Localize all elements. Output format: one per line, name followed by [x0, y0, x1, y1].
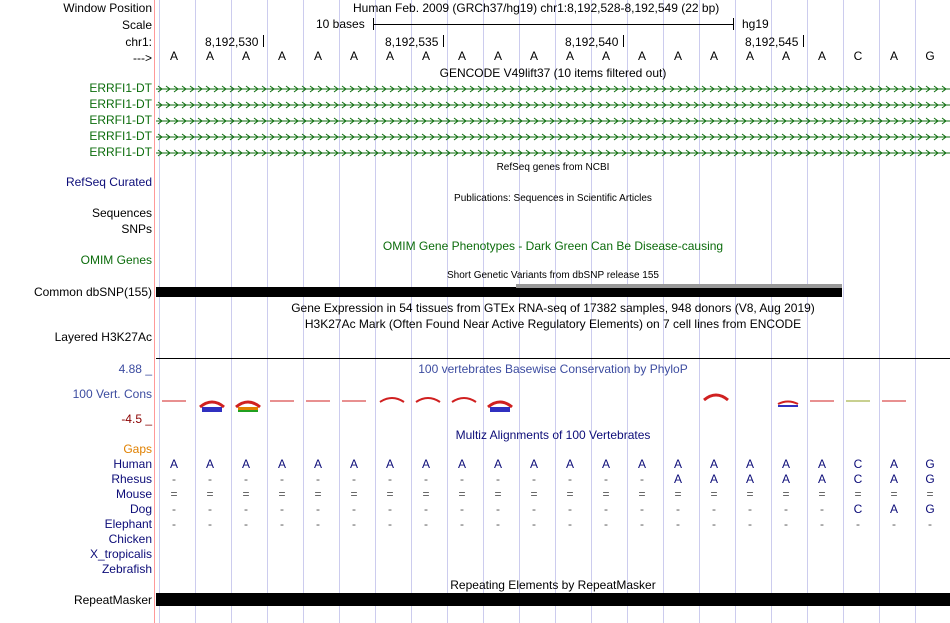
gencode-item-label[interactable]: ERRFI1-DT: [89, 113, 152, 127]
alignment-base: =: [782, 487, 790, 501]
alignment-base: -: [244, 502, 248, 516]
alignment-base: A: [493, 457, 502, 471]
alignment-base: A: [673, 472, 682, 486]
alignment-base: A: [601, 457, 610, 471]
alignment-base: A: [745, 457, 754, 471]
scale-bar-left-tick: [373, 18, 374, 30]
alignment-base: -: [424, 502, 428, 516]
alignment-base: G: [925, 457, 935, 471]
alignment-base: -: [208, 502, 212, 516]
omim-title: OMIM Gene Phenotypes - Dark Green Can Be Disease-causing: [382, 239, 724, 253]
phylop-min-label: -4.5 _: [121, 412, 152, 426]
alignment-base: -: [496, 472, 500, 486]
alignment-base: -: [532, 472, 536, 486]
alignment-base: -: [676, 502, 680, 516]
alignment-base: A: [349, 457, 358, 471]
phylop-title: 100 vertebrates Basewise Conservation by PhyloP: [418, 362, 688, 376]
species-label[interactable]: Rhesus: [111, 472, 152, 486]
position-tick-mark-1: [263, 35, 264, 47]
alignment-base: A: [781, 472, 790, 486]
alignment-base: A: [529, 457, 538, 471]
sequence-base: A: [313, 49, 322, 63]
alignment-base: -: [316, 517, 320, 531]
alignment-base: =: [638, 487, 646, 501]
species-label[interactable]: Chicken: [108, 532, 152, 546]
position-tick-2: 8,192,535: [385, 35, 439, 49]
sequence-base: A: [205, 49, 214, 63]
gencode-transcript[interactable]: [156, 148, 950, 158]
position-tick-mark-3: [623, 35, 624, 47]
alignment-base: -: [352, 502, 356, 516]
alignment-base: -: [460, 472, 464, 486]
gencode-item-label[interactable]: ERRFI1-DT: [89, 145, 152, 159]
alignment-base: =: [206, 487, 214, 501]
alignment-base: -: [460, 517, 464, 531]
alignment-base: -: [316, 472, 320, 486]
alignment-base: -: [208, 517, 212, 531]
sequence-base: A: [637, 49, 646, 63]
alignment-base: =: [746, 487, 754, 501]
gencode-title: GENCODE V49lift37 (10 items filtered out): [439, 66, 667, 80]
snps-label[interactable]: SNPs: [121, 222, 152, 236]
alignment-base: -: [820, 517, 824, 531]
sequence-base: A: [169, 49, 178, 63]
alignment-base: -: [388, 502, 392, 516]
scale-text: 10 bases: [316, 17, 365, 31]
alignment-base: -: [748, 502, 752, 516]
sequence-base: A: [241, 49, 250, 63]
sequence-base: A: [457, 49, 466, 63]
label-divider: [154, 0, 155, 623]
h3k27ac-title: H3K27Ac Mark (Often Found Near Active Regulatory Elements) on 7 cell lines from ENCODE: [304, 317, 802, 331]
phylop-logo-track[interactable]: [156, 380, 950, 420]
sequence-base: A: [889, 49, 898, 63]
sequence-base: A: [781, 49, 790, 63]
alignment-base: -: [388, 517, 392, 531]
scale-bar: [373, 24, 733, 25]
alignment-base: -: [316, 502, 320, 516]
alignment-base: -: [856, 517, 860, 531]
alignment-base: A: [205, 457, 214, 471]
alignment-base: -: [172, 472, 176, 486]
dbsnp-label[interactable]: Common dbSNP(155): [33, 285, 152, 299]
alignment-base: =: [422, 487, 430, 501]
sequences-label[interactable]: Sequences: [91, 206, 152, 220]
repeatmasker-label[interactable]: RepeatMasker: [73, 593, 152, 607]
phylop-max-label: 4.88 _: [118, 362, 152, 376]
alignment-base: A: [565, 457, 574, 471]
gencode-transcript[interactable]: [156, 84, 950, 94]
alignment-base: =: [890, 487, 898, 501]
gencode-item-label[interactable]: ERRFI1-DT: [89, 129, 152, 143]
alignment-base: =: [530, 487, 538, 501]
gtex-title: Gene Expression in 54 tissues from GTEx RNA-seq of 17382 samples, 948 donors (V8, Aug 2019): [291, 301, 815, 315]
window-position-value: Human Feb. 2009 (GRCh37/hg19) chr1:8,192,528-8,192,549 (22 bp): [353, 1, 720, 15]
alignment-base: A: [457, 457, 466, 471]
window-position-label: Window Position: [63, 1, 152, 15]
position-tick-1: 8,192,530: [205, 35, 259, 49]
alignment-base: -: [892, 517, 896, 531]
alignment-base: A: [637, 457, 646, 471]
alignment-base: A: [889, 472, 898, 486]
alignment-base: C: [853, 457, 863, 471]
alignment-base: A: [277, 457, 286, 471]
alignment-base: A: [817, 457, 826, 471]
sequence-base: G: [925, 49, 935, 63]
alignment-base: A: [313, 457, 322, 471]
alignment-base: -: [172, 502, 176, 516]
alignment-base: =: [242, 487, 250, 501]
repeat-title: Repeating Elements by RepeatMasker: [450, 578, 656, 592]
alignment-base: -: [568, 502, 572, 516]
alignment-base: =: [926, 487, 934, 501]
alignment-base: A: [673, 457, 682, 471]
alignment-base: -: [172, 517, 176, 531]
alignment-base: -: [352, 472, 356, 486]
sequence-base: C: [853, 49, 863, 63]
scale-bar-right-tick: [733, 18, 734, 30]
alignment-base: -: [928, 517, 932, 531]
repeatmasker-bar[interactable]: [156, 593, 950, 606]
alignment-base: -: [784, 502, 788, 516]
alignment-base: -: [820, 502, 824, 516]
alignment-base: -: [712, 502, 716, 516]
alignment-base: -: [784, 517, 788, 531]
phylop-label[interactable]: 100 Vert. Cons: [72, 387, 152, 401]
chrom-label: chr1:: [125, 35, 152, 49]
alignment-base: A: [385, 457, 394, 471]
alignment-base: -: [604, 517, 608, 531]
alignment-base: A: [745, 472, 754, 486]
alignment-base: A: [241, 457, 250, 471]
alignment-base: G: [925, 502, 935, 516]
refseq-label[interactable]: RefSeq Curated: [65, 175, 152, 189]
alignment-base: C: [853, 472, 863, 486]
alignment-base: =: [818, 487, 826, 501]
alignment-base: A: [421, 457, 430, 471]
alignment-base: -: [712, 517, 716, 531]
gencode-transcript[interactable]: [156, 100, 950, 110]
sequence-base: A: [529, 49, 538, 63]
sequence-base: A: [601, 49, 610, 63]
alignment-base: =: [494, 487, 502, 501]
alignment-base: A: [781, 457, 790, 471]
position-tick-mark-4: [803, 35, 804, 47]
gaps-label[interactable]: Gaps: [123, 442, 152, 456]
h3k27ac-baseline: [156, 358, 950, 359]
alignment-base: -: [244, 472, 248, 486]
sequence-base: A: [421, 49, 430, 63]
gencode-item-label[interactable]: ERRFI1-DT: [89, 97, 152, 111]
alignment-base: =: [854, 487, 862, 501]
alignment-base: A: [709, 472, 718, 486]
alignment-base: =: [278, 487, 286, 501]
alignment-base: -: [532, 502, 536, 516]
alignment-base: -: [460, 502, 464, 516]
sequence-base: A: [673, 49, 682, 63]
alignment-base: -: [244, 517, 248, 531]
alignment-base: =: [170, 487, 178, 501]
publications-title: Publications: Sequences in Scientific Articles: [454, 193, 652, 204]
dbsnp-bar[interactable]: [156, 287, 842, 297]
omim-label[interactable]: OMIM Genes: [80, 253, 152, 267]
alignment-base: =: [566, 487, 574, 501]
species-label[interactable]: Human: [113, 457, 152, 471]
dbsnp-bar-highlight: [516, 284, 842, 288]
alignment-base: -: [568, 517, 572, 531]
sequence-base: A: [745, 49, 754, 63]
sequence-base: A: [493, 49, 502, 63]
position-tick-3: 8,192,540: [565, 35, 619, 49]
alignment-base: =: [314, 487, 322, 501]
alignment-base: -: [640, 517, 644, 531]
alignment-base: =: [458, 487, 466, 501]
species-label[interactable]: Elephant: [104, 517, 152, 531]
alignment-base: -: [496, 517, 500, 531]
position-tick-4: 8,192,545: [745, 35, 799, 49]
alignment-base: -: [424, 472, 428, 486]
scale-label: Scale: [121, 18, 152, 32]
assembly-label: hg19: [742, 17, 769, 31]
alignment-base: -: [280, 472, 284, 486]
alignment-base: -: [640, 472, 644, 486]
species-label[interactable]: Zebrafish: [101, 562, 152, 576]
alignment-base: -: [280, 517, 284, 531]
alignment-base: -: [424, 517, 428, 531]
alignment-base: -: [568, 472, 572, 486]
dbsnp-title: Short Genetic Variants from dbSNP release 155: [447, 270, 659, 281]
alignment-base: A: [709, 457, 718, 471]
alignment-base: -: [604, 502, 608, 516]
sequence-base: A: [817, 49, 826, 63]
alignment-base: =: [386, 487, 394, 501]
alignment-base: -: [352, 517, 356, 531]
alignment-base: G: [925, 472, 935, 486]
sequence-base: A: [277, 49, 286, 63]
alignment-base: -: [280, 502, 284, 516]
multiz-title: Multiz Alignments of 100 Vertebrates: [455, 428, 651, 442]
sequence-base: A: [349, 49, 358, 63]
alignment-base: =: [674, 487, 682, 501]
alignment-base: =: [350, 487, 358, 501]
species-label[interactable]: Dog: [129, 502, 152, 516]
strand-label: --->: [133, 51, 152, 65]
alignment-base: -: [604, 472, 608, 486]
alignment-base: -: [640, 502, 644, 516]
alignment-base: A: [169, 457, 178, 471]
refseq-title: RefSeq genes from NCBI: [496, 162, 610, 173]
gencode-item-label[interactable]: ERRFI1-DT: [89, 81, 152, 95]
species-label[interactable]: Mouse: [115, 487, 152, 501]
sequence-base: A: [709, 49, 718, 63]
alignment-base: A: [889, 457, 898, 471]
alignment-base: =: [710, 487, 718, 501]
alignment-base: C: [853, 502, 863, 516]
alignment-base: -: [208, 472, 212, 486]
alignment-base: -: [532, 517, 536, 531]
species-label[interactable]: X_tropicalis: [89, 547, 152, 561]
alignment-base: -: [676, 517, 680, 531]
alignment-base: =: [602, 487, 610, 501]
position-tick-mark-2: [443, 35, 444, 47]
alignment-base: -: [496, 502, 500, 516]
alignment-base: -: [748, 517, 752, 531]
gencode-transcript[interactable]: [156, 132, 950, 142]
gencode-transcript[interactable]: [156, 116, 950, 126]
h3k27ac-label[interactable]: Layered H3K27Ac: [54, 330, 152, 344]
alignment-base: A: [817, 472, 826, 486]
alignment-base: A: [889, 502, 898, 516]
alignment-base: -: [388, 472, 392, 486]
sequence-base: A: [565, 49, 574, 63]
sequence-base: A: [385, 49, 394, 63]
